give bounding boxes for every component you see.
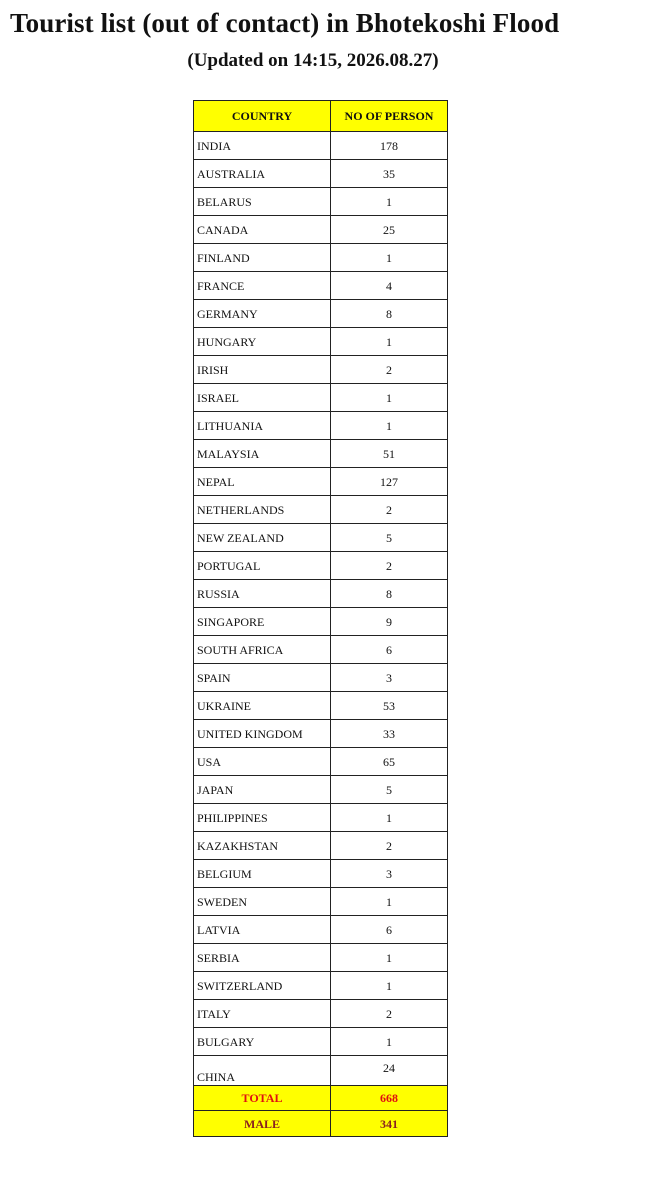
- country-cell: LATVIA: [194, 916, 331, 944]
- person-count-cell: 4: [331, 272, 448, 300]
- person-count-cell: 3: [331, 664, 448, 692]
- country-cell: SINGAPORE: [194, 608, 331, 636]
- person-count-cell: 1: [331, 412, 448, 440]
- table-row: [194, 496, 448, 524]
- country-cell: CHINA: [194, 1056, 331, 1086]
- column-header-count: NO OF PERSON: [331, 101, 448, 132]
- country-cell: BULGARY: [194, 1028, 331, 1056]
- person-count-cell: 1: [331, 804, 448, 832]
- country-cell: ITALY: [194, 1000, 331, 1028]
- table-row: [194, 412, 448, 440]
- country-cell: GERMANY: [194, 300, 331, 328]
- table-row: [194, 580, 448, 608]
- person-count-cell: 3: [331, 860, 448, 888]
- table-row: [194, 300, 448, 328]
- person-count-cell: 5: [331, 524, 448, 552]
- person-count-cell: 9: [331, 608, 448, 636]
- document-title: Tourist list (out of contact) in Bhotekoshi Flood: [10, 8, 560, 38]
- country-cell: JAPAN: [194, 776, 331, 804]
- table-row: [194, 860, 448, 888]
- table-row: [194, 776, 448, 804]
- country-cell: MALAYSIA: [194, 440, 331, 468]
- person-count-cell: 2: [331, 496, 448, 524]
- person-count-cell: 25: [331, 216, 448, 244]
- table-row: [194, 188, 448, 216]
- table-row: [194, 132, 448, 160]
- person-count-cell: 1: [331, 384, 448, 412]
- table-row: [194, 552, 448, 580]
- country-cell: PORTUGAL: [194, 552, 331, 580]
- country-cell: BELARUS: [194, 188, 331, 216]
- person-count-cell: 1: [331, 328, 448, 356]
- person-count-cell: 1: [331, 1028, 448, 1056]
- country-cell: LITHUANIA: [194, 412, 331, 440]
- country-cell: RUSSIA: [194, 580, 331, 608]
- person-count-cell: 65: [331, 748, 448, 776]
- person-count-cell: 127: [331, 468, 448, 496]
- table-row: [194, 244, 448, 272]
- tourist-table: [193, 100, 448, 1137]
- person-count-cell: 8: [331, 580, 448, 608]
- tourist-table-container: [193, 100, 448, 1137]
- male-label: MALE: [194, 1111, 331, 1137]
- person-count-cell: 6: [331, 916, 448, 944]
- person-count-cell: 1: [331, 244, 448, 272]
- country-cell: SERBIA: [194, 944, 331, 972]
- country-cell: SWITZERLAND: [194, 972, 331, 1000]
- table-row: [194, 216, 448, 244]
- table-row: [194, 328, 448, 356]
- country-cell: NEW ZEALAND: [194, 524, 331, 552]
- person-count-cell: 2: [331, 552, 448, 580]
- country-cell: UNITED KINGDOM: [194, 720, 331, 748]
- table-row: [194, 160, 448, 188]
- country-cell: PHILIPPINES: [194, 804, 331, 832]
- total-value: 668: [331, 1086, 448, 1111]
- country-cell: USA: [194, 748, 331, 776]
- table-row: [194, 720, 448, 748]
- person-count-cell: 2: [331, 1000, 448, 1028]
- table-row: [194, 692, 448, 720]
- country-cell: UKRAINE: [194, 692, 331, 720]
- person-count-cell: 2: [331, 832, 448, 860]
- table-row: [194, 468, 448, 496]
- table-row: [194, 832, 448, 860]
- country-cell: FRANCE: [194, 272, 331, 300]
- total-label: TOTAL: [194, 1086, 331, 1111]
- person-count-cell: 1: [331, 944, 448, 972]
- person-count-cell: 1: [331, 888, 448, 916]
- country-cell: IRISH: [194, 356, 331, 384]
- document-subtitle: (Updated on 14:15, 2026.08.27): [187, 50, 439, 71]
- person-count-cell: 53: [331, 692, 448, 720]
- country-cell: AUSTRALIA: [194, 160, 331, 188]
- person-count-cell: 35: [331, 160, 448, 188]
- table-row: [194, 748, 448, 776]
- person-count-cell: 51: [331, 440, 448, 468]
- table-row: [194, 636, 448, 664]
- column-header-country: COUNTRY: [194, 101, 331, 132]
- person-count-cell: 5: [331, 776, 448, 804]
- person-count-cell: 178: [331, 132, 448, 160]
- male-value: 341: [331, 1111, 448, 1137]
- country-cell: HUNGARY: [194, 328, 331, 356]
- table-row: [194, 1056, 448, 1086]
- person-count-cell: 8: [331, 300, 448, 328]
- table-header-row: [194, 101, 448, 132]
- table-row: [194, 356, 448, 384]
- person-count-cell: 1: [331, 972, 448, 1000]
- country-cell: SPAIN: [194, 664, 331, 692]
- country-cell: NETHERLANDS: [194, 496, 331, 524]
- male-row: [194, 1111, 448, 1137]
- country-cell: SOUTH AFRICA: [194, 636, 331, 664]
- total-row: [194, 1086, 448, 1111]
- table-row: [194, 608, 448, 636]
- table-body: [194, 132, 448, 1086]
- table-row: [194, 384, 448, 412]
- table-row: [194, 1028, 448, 1056]
- table-row: [194, 972, 448, 1000]
- table-row: [194, 440, 448, 468]
- person-count-cell: 24: [331, 1056, 448, 1086]
- country-cell: CANADA: [194, 216, 331, 244]
- country-cell: FINLAND: [194, 244, 331, 272]
- country-cell: NEPAL: [194, 468, 331, 496]
- table-row: [194, 944, 448, 972]
- person-count-cell: 2: [331, 356, 448, 384]
- table-row: [194, 524, 448, 552]
- person-count-cell: 33: [331, 720, 448, 748]
- table-row: [194, 916, 448, 944]
- table-row: [194, 664, 448, 692]
- country-cell: INDIA: [194, 132, 331, 160]
- country-cell: KAZAKHSTAN: [194, 832, 331, 860]
- table-row: [194, 272, 448, 300]
- person-count-cell: 6: [331, 636, 448, 664]
- table-row: [194, 1000, 448, 1028]
- country-cell: ISRAEL: [194, 384, 331, 412]
- table-row: [194, 804, 448, 832]
- country-cell: SWEDEN: [194, 888, 331, 916]
- table-row: [194, 888, 448, 916]
- country-cell: BELGIUM: [194, 860, 331, 888]
- person-count-cell: 1: [331, 188, 448, 216]
